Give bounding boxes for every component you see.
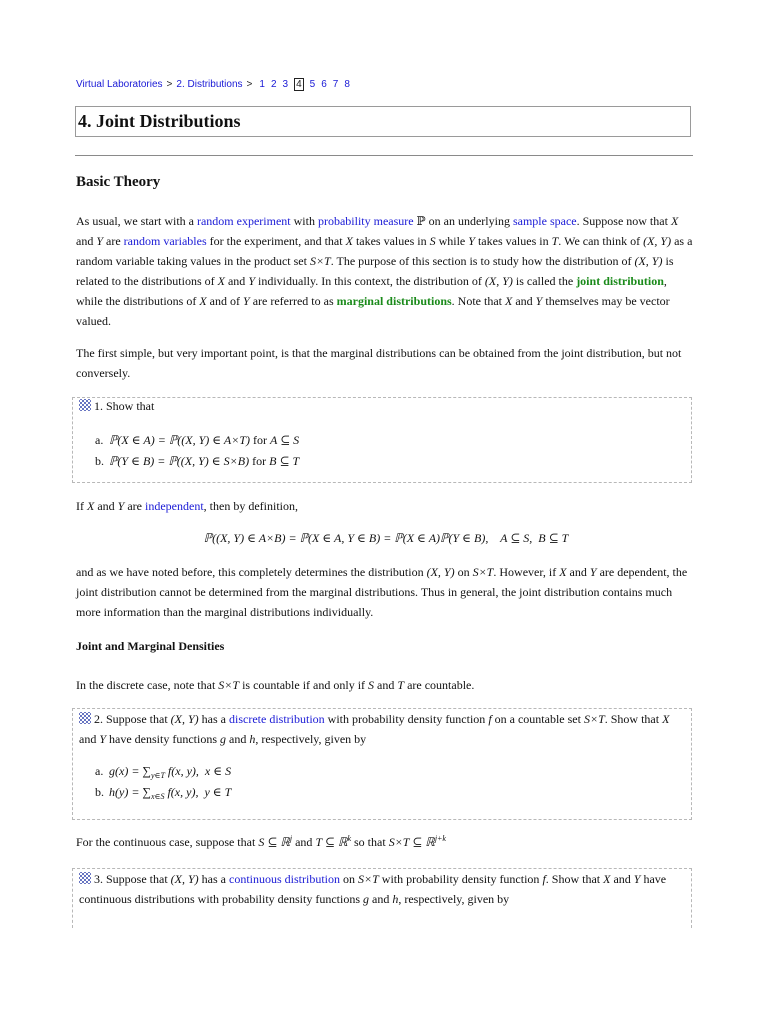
breadcrumb-separator: > [246,79,253,90]
math-expr: S×T ⊆ ℝ [388,835,435,849]
text: and of [206,294,243,308]
dependence-paragraph [76,562,696,622]
math-exponent: k [347,834,352,843]
text: If [76,499,87,513]
dice-icon[interactable] [79,712,91,724]
text: on a countable set [491,712,584,726]
breadcrumb-page-3[interactable]: 3 [282,79,289,90]
breadcrumb [76,78,353,91]
math-var: Y [96,234,104,248]
math-expr: S×T [583,712,605,726]
independence-equation [76,528,696,548]
exercise-2-text [79,709,685,749]
intro-paragraph [76,211,696,331]
math-var: S [368,678,375,692]
text: for [249,454,270,468]
breadcrumb-chapter-link[interactable]: 2. Distributions [176,79,243,90]
text: 3. Suppose that [94,872,171,886]
item-label: a. [95,433,104,447]
text: , respectively, given by [398,892,510,906]
math-expr: T ⊆ ℝ [315,835,348,849]
math-expr: f(x, y), y ∈ T [164,785,232,799]
math-var: Y [535,294,543,308]
text: . Show that [545,872,604,886]
text: has a [198,872,229,886]
independence-paragraph [76,496,696,516]
text: , respectively, given by [255,732,367,746]
text: for [250,433,270,447]
breadcrumb-page-1[interactable]: 1 [259,79,265,90]
sample-space-link[interactable]: sample space [512,214,577,228]
paragraph-marginal: The first simple, but very important point, is that the marginal distributions can be obtained from the joint distribution, but not conversely. [76,346,682,380]
math-var: h [249,732,256,746]
list-item [95,782,685,803]
math-expr: ℙ(X ∈ A) = ℙ((X, Y) ∈ A×T) [109,433,250,447]
text: , then by definition, [203,499,298,513]
breadcrumb-page-2[interactable]: 2 [270,79,277,90]
text: for the experiment, and that [206,234,346,248]
math-var: X [345,234,353,248]
text: with probability density function [324,712,489,726]
math-var: T [551,234,559,248]
math-expr: (X, Y) [426,565,455,579]
list-item [95,430,685,451]
math-exponent: j [289,834,293,843]
discrete-note [76,675,696,695]
text: and [374,678,398,692]
text: is called the [512,274,577,288]
math-var: Y [589,565,597,579]
math-var: X [199,294,207,308]
text: . Suppose now that [576,214,671,228]
math-var: X [670,214,679,228]
math-expr: ℙ(Y ∈ B) = ℙ((X, Y) ∈ S×B) [109,454,250,468]
breadcrumb-page-5[interactable]: 5 [309,79,316,90]
math-expr: g(x) = ∑ [109,764,151,778]
text: have density functions [106,732,220,746]
breadcrumb-page-8[interactable]: 8 [344,79,350,90]
math-expr: S×T [358,872,379,886]
math-var: Y [468,234,475,248]
text: and [292,835,316,849]
text: and [76,234,97,248]
exercise-1-list [95,430,685,472]
text: are countable. [404,678,475,692]
text: . The purpose of this section is to study how the distribution of [330,254,635,268]
math-expr: A ⊆ S [270,433,300,447]
list-item [95,761,685,782]
text: , while the distributions of [76,274,667,308]
text: and [566,565,590,579]
title-box [75,106,691,137]
math-var: f [488,712,492,726]
text: individually. In this context, the distribution of [255,274,485,288]
text: . Note that [451,294,505,308]
continuous-distribution-link[interactable]: continuous distribution [229,872,340,886]
math-expr: (X, Y) [170,872,199,886]
math-var: X [87,499,95,513]
math-var: X [603,872,611,886]
math-expr: h(y) = ∑ [109,785,151,799]
divider [75,155,693,156]
text: and [369,892,393,906]
math-expr: ℙ((X, Y) ∈ A×B) = ℙ(X ∈ A, Y ∈ B) = ℙ(X ∈ A)ℙ(Y ∈ B), A ⊆ S, B ⊆ T [203,531,569,545]
text: As usual, we start with a [76,214,197,228]
text: are [124,499,146,513]
exercise-2-box [72,708,692,820]
text: and [94,499,118,513]
exercise-1-label: 1. Show that [94,399,155,413]
text: with [290,214,318,228]
probability-measure-link[interactable]: probability measure [317,214,414,228]
math-subscript: y∈T [150,771,165,780]
math-expr: B ⊆ T [269,454,300,468]
math-var: Y [117,499,125,513]
item-label: a. [95,764,104,778]
text: and [224,274,249,288]
math-var: h [392,892,399,906]
math-expr: (X, Y) [484,274,513,288]
math-var: S [429,234,436,248]
text: and [610,872,634,886]
text: is related to the distributions of [76,254,674,288]
text: with probability density function [378,872,543,886]
math-expr: f(x, y), x ∈ S [164,764,232,778]
math-expr: S ⊆ ℝ [258,835,290,849]
math-var: X [505,294,513,308]
math-expr: S×T [472,565,494,579]
text: For the continuous case, suppose that [76,835,259,849]
text: are [103,234,124,248]
discrete-distribution-link[interactable]: discrete distribution [229,712,325,726]
text: . We can think of [558,234,644,248]
joint-distribution-term: joint distribution [576,274,664,288]
text: is countable if and only if [239,678,369,692]
text: themselves may be vector valued. [76,294,670,328]
item-label: b. [95,454,104,468]
breadcrumb-page-current: 4 [296,79,302,90]
math-var: T [397,678,405,692]
text: on [340,872,358,886]
breadcrumb-page-6[interactable]: 6 [321,79,327,90]
text: so that [351,835,389,849]
math-exponent: j+k [434,834,446,843]
math-var: f [542,872,546,886]
exercise-3-box [72,868,692,928]
math-expr: (X, Y) [170,712,199,726]
text: have continuous distributions with probability density functions [79,872,667,906]
subsection-heading: Joint and Marginal Densities [76,639,225,653]
independent-link[interactable]: independent [145,499,204,513]
text: as a random variable taking values in the product set [76,234,693,268]
breadcrumb-separator: > [166,79,173,90]
item-label: b. [95,785,104,799]
math-var: Y [633,872,641,886]
math-var: g [220,732,226,746]
text: on [454,565,473,579]
page-title: 4. Joint Distributions [78,111,241,131]
breadcrumb-root-link[interactable]: Virtual Laboratories [76,79,163,90]
text: are referred to as [249,294,337,308]
exercise-1-box [72,397,692,483]
dice-icon[interactable] [79,399,91,411]
exercise-3-text [79,869,685,909]
text: are dependent, the joint distribution cannot be determined from the marginal distributions. Thus in general, the joint distribution contains much more information than the marginal distributions individually. [76,565,688,619]
random-experiment-link[interactable]: random experiment [196,214,291,228]
text: and [512,294,536,308]
text: . Show that [604,712,663,726]
math-var: X [217,274,225,288]
math-expr: (X, Y) [643,234,672,248]
text: while [435,234,469,248]
math-subscript: x∈S [150,792,165,801]
exercise-2-list [95,761,685,803]
text: takes values in [474,234,552,248]
text: . However, if [493,565,560,579]
section-heading: Basic Theory [76,174,161,190]
text: In the discrete case, note that [76,678,219,692]
math-expr: S×T [218,678,240,692]
marginal-distributions-term: marginal distributions [336,294,452,308]
exercise-1-header [79,396,685,416]
text: and [79,732,100,746]
text: and [226,732,250,746]
math-var: Y [243,294,250,308]
math-var: X [559,565,567,579]
math-var: Y [99,732,107,746]
random-variables-link[interactable]: random variables [123,234,207,248]
math-var: X [662,712,670,726]
list-item [95,451,685,472]
math-var: Y [248,274,255,288]
continuous-note [76,832,696,852]
math-var: g [363,892,369,906]
math-expr: (X, Y) [634,254,663,268]
text: ℙ on an underlying [413,214,513,228]
breadcrumb-page-7[interactable]: 7 [332,79,339,90]
text: 2. Suppose that [94,712,171,726]
math-expr: S×T [309,254,331,268]
dice-icon[interactable] [79,872,91,884]
text: and as we have noted before, this completely determines the distribution [76,565,427,579]
text: has a [198,712,229,726]
text: takes values in [352,234,430,248]
